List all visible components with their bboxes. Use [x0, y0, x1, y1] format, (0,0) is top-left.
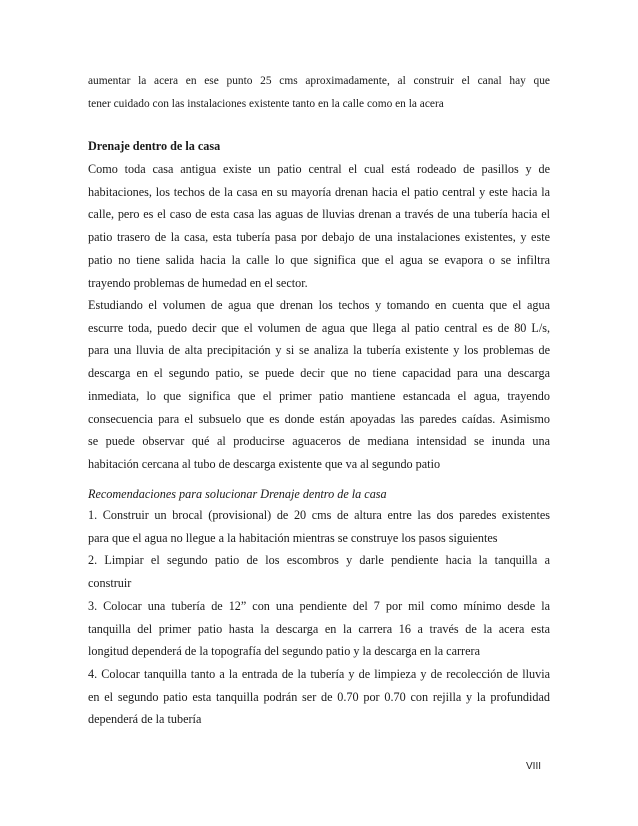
- list-item-line: 2. Limpiar el segundo patio de los escombros y darle pendiente hacia la tanquilla a: [88, 553, 550, 568]
- paragraph-drenaje-2: [88, 294, 550, 476]
- list-item-line: en el segundo patio esta tanquilla podrán ser de 0.70 por 0.70 con rejilla y la profundidad: [88, 689, 550, 704]
- text-line: patio no tiene salida hacia la calle lo que significa que el agua se evapora o se infiltra: [88, 252, 550, 267]
- text-line: aumentar la acera en ese punto 25 cms aproximadamente, al construir el canal hay que: [88, 75, 550, 87]
- list-item-line: construir: [88, 576, 132, 591]
- text-line: habitaciones, los techos de la casa en su mayoría drenan hacia el patio central y este hacia la: [88, 184, 550, 199]
- list-item-line: tanquilla del primer patio hasta la descarga en la carrera 16 a través de la acera esta: [88, 621, 550, 636]
- text-line: calle, pero es el caso de esta casa las aguas de lluvias drenan a través de una tubería hacia el: [88, 207, 550, 222]
- section-heading-drenaje: [88, 135, 550, 158]
- text-line: habitación cercana al tubo de descarga existente que va al segundo patio: [88, 456, 441, 471]
- text-line: para una lluvia de alta precipitación y si se analiza la tubería existente y los problemas de: [88, 343, 550, 358]
- list-item-line: para que el agua no llegue a la habitación mientras se construye los pasos siguientes: [88, 530, 498, 545]
- list-item-line: 3. Colocar una tubería de 12” con una pendiente del 7 por mil como mínimo desde la: [88, 598, 550, 613]
- heading-text: Recomendaciones para solucionar Drenaje dentro de la casa: [88, 487, 387, 501]
- list-item-line: 4. Colocar tanquilla tanto a la entrada de la tubería y de limpieza y de recolección de lluvia: [88, 666, 550, 681]
- list-item-line: 1. Construir un brocal (provisional) de 20 cms de altura entre las dos paredes existentes: [88, 508, 550, 522]
- page-number: VIII: [526, 761, 542, 772]
- text-line: trayendo problemas de humedad en el sector.: [88, 275, 308, 290]
- list-item-line: longitud dependerá de la topografía del segundo patio y la descarga en la carrera: [88, 644, 480, 659]
- text-line: patio trasero de la casa, esta tubería pasa por debajo de una instalaciones existentes, y este: [88, 230, 550, 245]
- text-line: tener cuidado con las instalaciones existente tanto en la calle como en la acera: [88, 97, 444, 110]
- text-line: Como toda casa antigua existe un patio central el cual está rodeado de pasillos y de: [88, 162, 550, 176]
- paragraph-drenaje-1: [88, 158, 550, 294]
- list-item-line: dependerá de la tubería: [88, 712, 202, 727]
- text-line: consecuencia para el subsuelo que es donde están apoyadas las paredes caídas. Asimismo: [88, 411, 550, 426]
- text-line: escurre toda, puedo decir que el volumen de agua que llega al patio central es de 80 L/s,: [88, 320, 550, 335]
- section-heading-recomendaciones: [88, 483, 550, 506]
- intro-paragraph: [88, 70, 550, 115]
- text-line: descarga en el segundo patio, se puede decir que no tiene capacidad para una descarga: [88, 366, 550, 381]
- recommendations-list: [88, 504, 550, 731]
- text-line: inmediata, lo que significa que el primer patio mantiene estancada el agua, trayendo: [88, 388, 550, 403]
- heading-text: Drenaje dentro de la casa: [88, 139, 221, 153]
- text-line: Estudiando el volumen de agua que drenan los techos y tomando en cuenta que el agua: [88, 298, 550, 312]
- text-line: se puede observar qué al producirse aguaceros de mediana intensidad se inunda una: [88, 434, 550, 449]
